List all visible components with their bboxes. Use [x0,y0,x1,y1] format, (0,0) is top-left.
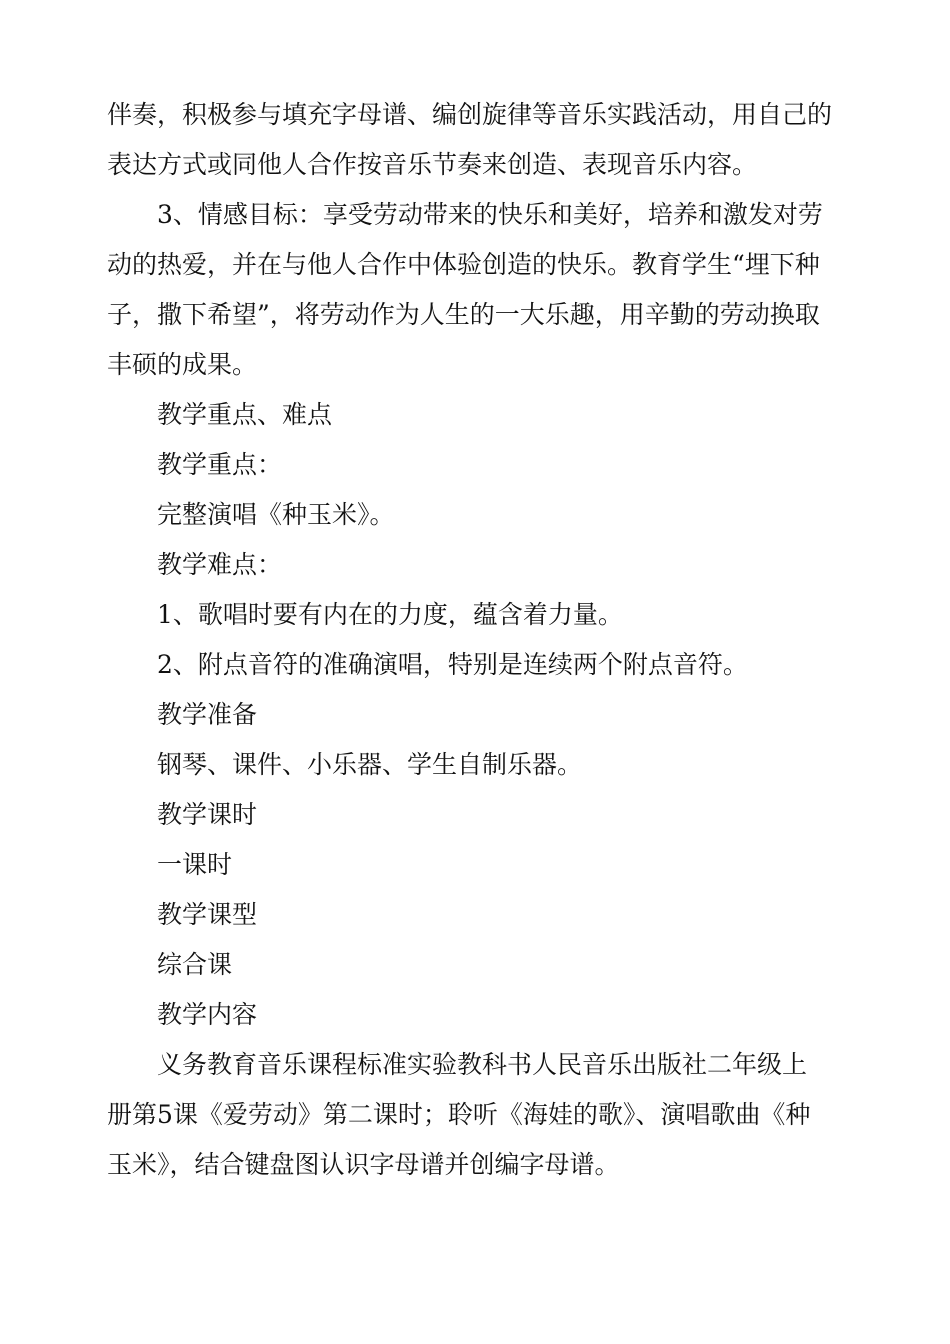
section-heading: 教学重点、难点 [157,400,333,429]
paragraph-line: 3、情感目标：享受劳动带来的快乐和美好，培养和激发对劳 [157,200,823,229]
paragraph-line: 综合课 [157,950,233,979]
paragraph-line: 动的热爱，并在与他人合作中体验创造的快乐。教育学生“埋下种 [107,250,820,279]
section-heading: 教学内容 [157,1000,258,1029]
subsection-heading: 教学难点： [157,550,283,579]
list-item: 2、附点音符的准确演唱，特别是连续两个附点音符。 [157,650,748,679]
paragraph-line: 钢琴、课件、小乐器、学生自制乐器。 [157,750,583,779]
subsection-heading: 教学重点： [157,450,283,479]
list-item: 1、歌唱时要有内在的力度，蕴含着力量。 [157,600,623,629]
section-heading: 教学课型 [157,900,258,929]
paragraph-line: 表达方式或同他人合作按音乐节奏来创造、表现音乐内容。 [107,150,758,179]
paragraph-line: 丰硕的成果。 [107,350,258,379]
paragraph-line: 一课时 [157,850,233,879]
paragraph-line: 义务教育音乐课程标准实验教科书人民音乐出版社二年级上 [157,1050,808,1079]
paragraph-line: 子，撒下希望”，将劳动作为人生的一大乐趣，用辛勤的劳动换取 [107,300,820,329]
paragraph-line: 完整演唱《种玉米》。 [157,500,395,529]
section-heading: 教学课时 [157,800,258,829]
paragraph-line: 玉米》，结合键盘图认识字母谱并创编字母谱。 [107,1150,620,1179]
section-heading: 教学准备 [157,700,258,729]
paragraph-line: 伴奏，积极参与填充字母谱、编创旋律等音乐实践活动，用自己的 [107,100,833,129]
paragraph-line: 册第5课《爱劳动》第二课时；聆听《海娃的歌》、演唱歌曲《种 [107,1100,811,1129]
